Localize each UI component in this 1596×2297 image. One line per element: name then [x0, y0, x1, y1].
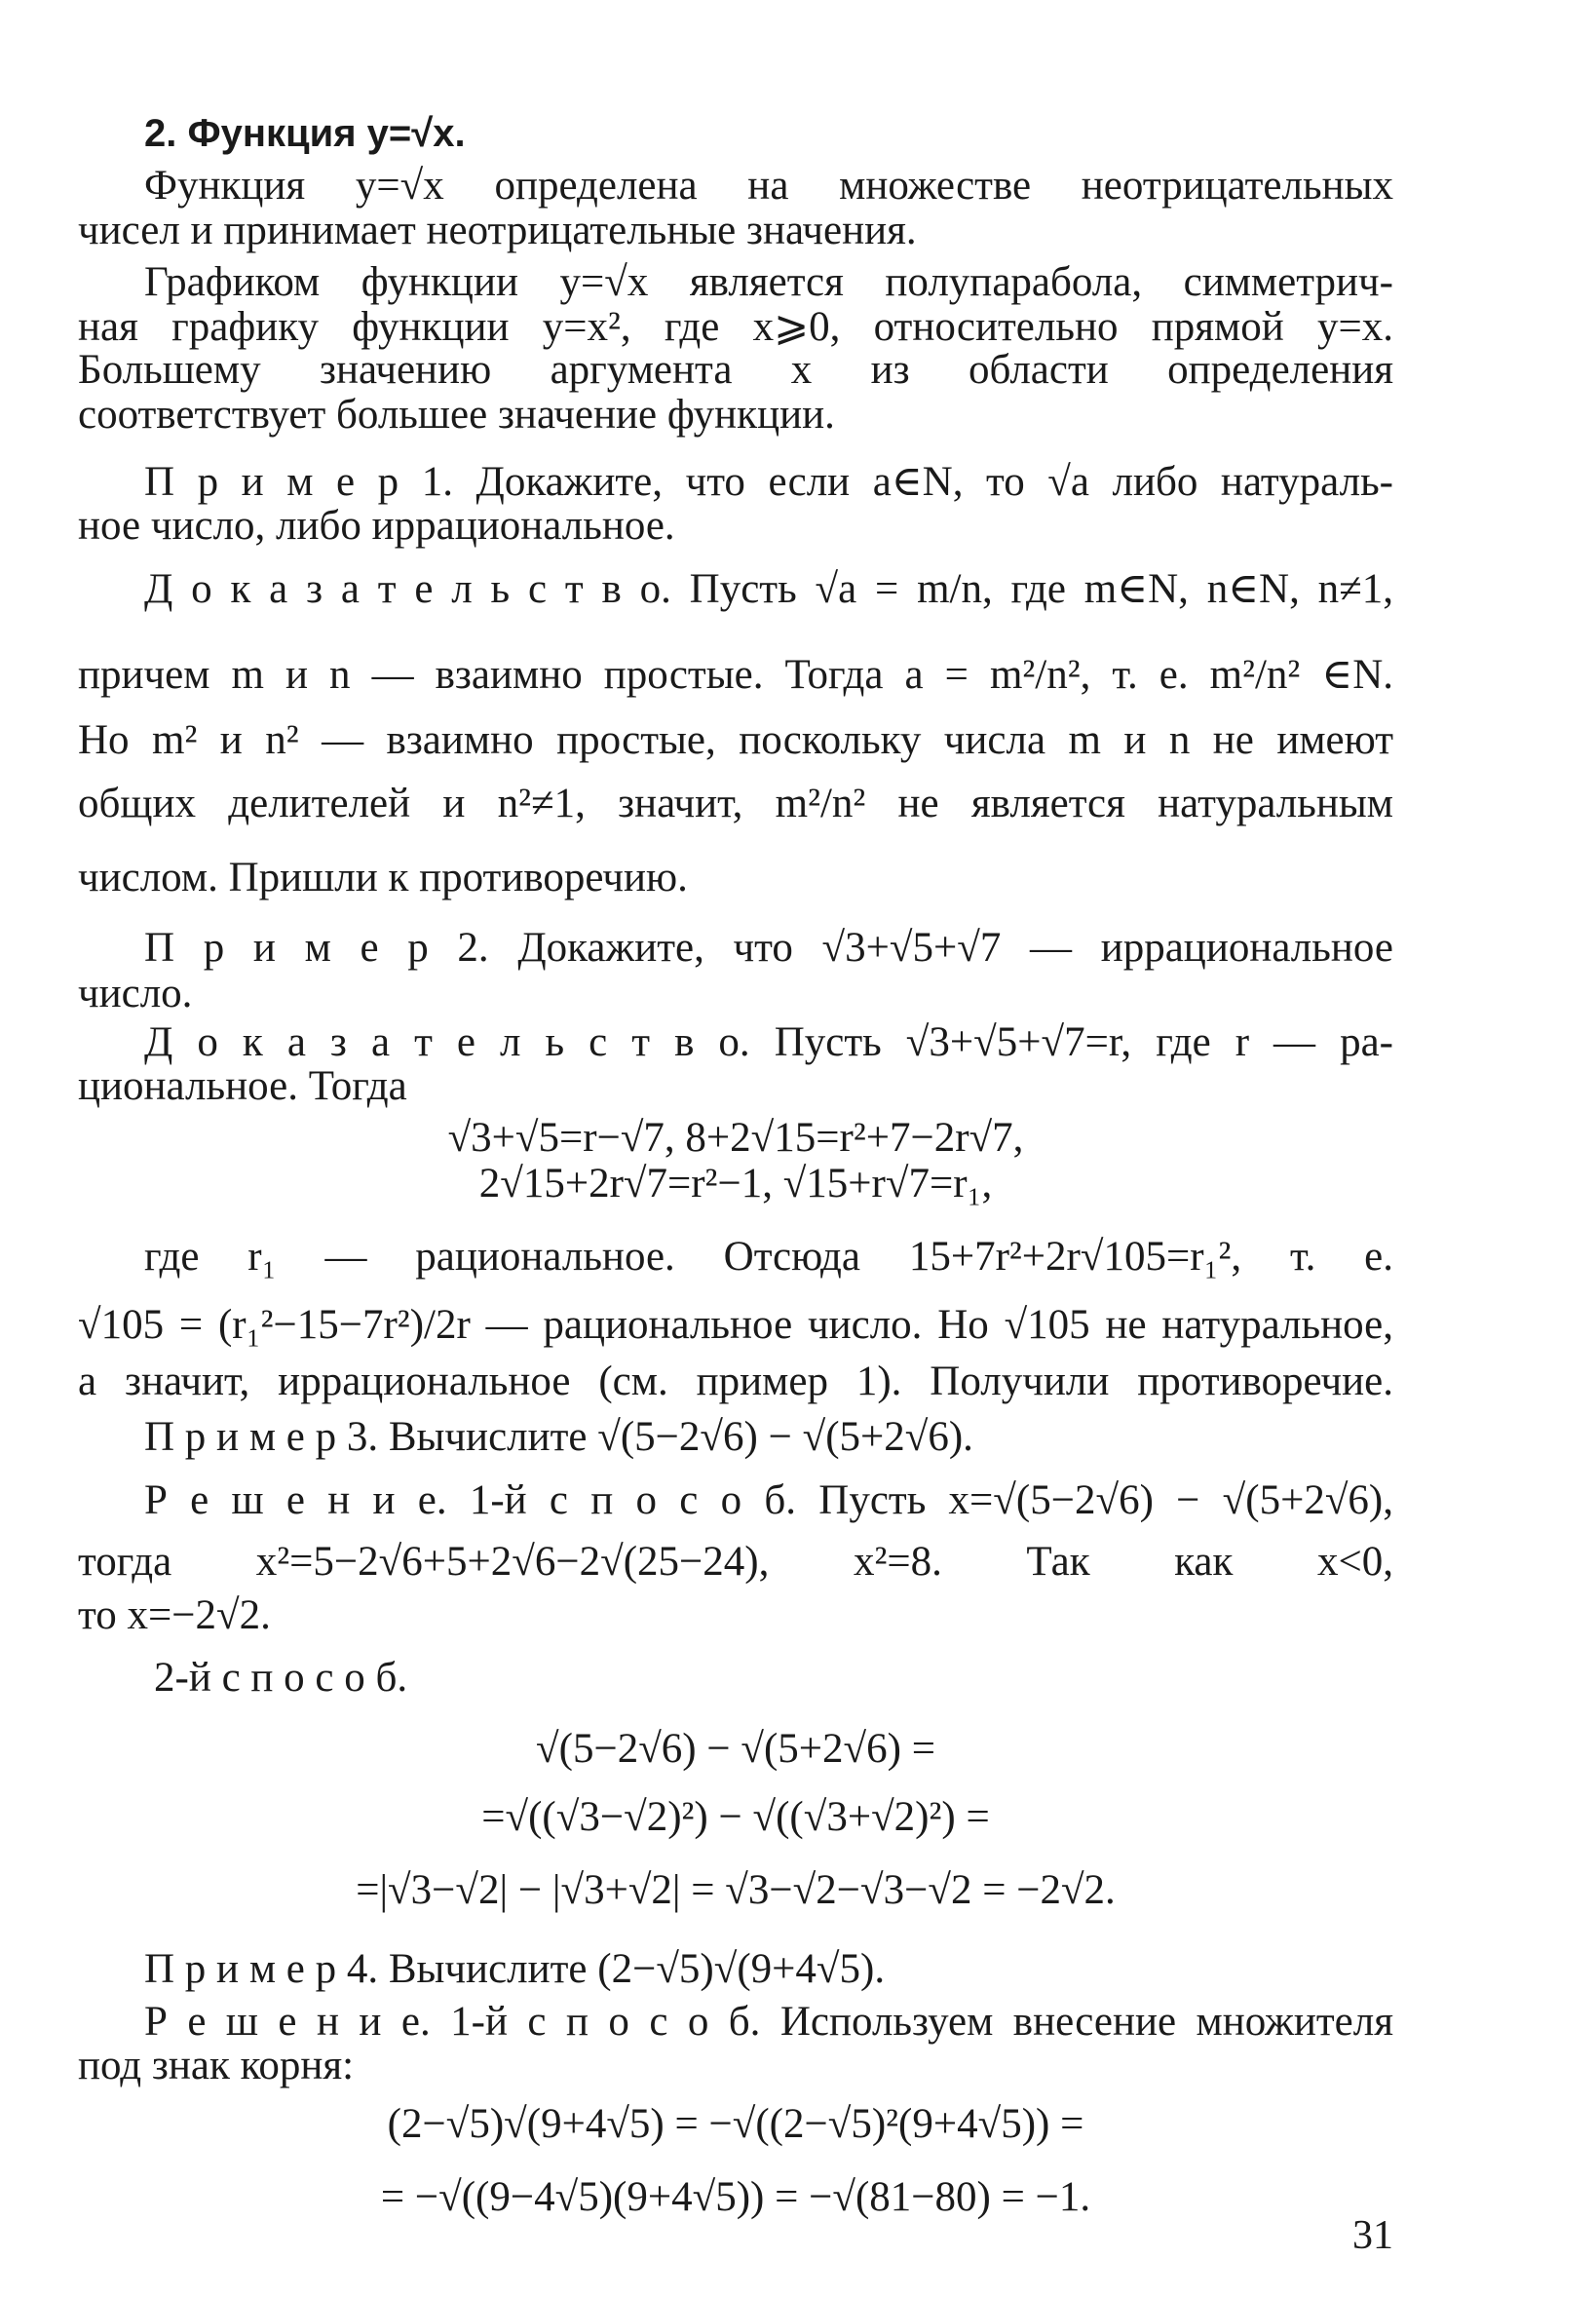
text-line: ное число, либо иррациональное.: [78, 503, 675, 549]
text-line: Функция y=√x определена на множестве неотрицательных: [144, 163, 1393, 209]
page-number: 31: [1352, 2213, 1393, 2258]
text-line: Р е ш е н и е. 1-й с п о с о б. Пусть x=√(5−2√6) − √(5+2√6),: [144, 1477, 1393, 1523]
text-line: тогда x²=5−2√6+5+2√6−2√(25−24), x²=8. Так как x<0,: [78, 1539, 1393, 1585]
text-line: причем m и n — взаимно простые. Тогда a = m²/n², т. е. m²/n² ∈N.: [78, 652, 1393, 698]
text-line: под знак корня:: [78, 2043, 355, 2088]
text-line: Д о к а з а т е л ь с т в о. Пусть √3+√5+√7=r, где r — ра-: [144, 1019, 1393, 1065]
text-line: П р и м е р 2. Докажите, что √3+√5+√7 — иррациональное: [144, 925, 1393, 971]
text-line: Но m² и n² — взаимно простые, поскольку числа m и n не имеют: [78, 717, 1393, 763]
text-line: ная графику функции y=x², где x⩾0, относительно прямой y=x.: [78, 304, 1393, 350]
formula-line: (2−√5)√(9+4√5) = −√((2−√5)²(9+4√5)) =: [387, 2101, 1084, 2147]
text-line: а значит, иррациональное (см. пример 1). Получили противоречие.: [78, 1359, 1393, 1404]
text-line: П р и м е р 4. Вычислите (2−√5)√(9+4√5).: [144, 1946, 886, 1992]
text-line: число.: [78, 971, 193, 1016]
text-line: Р е ш е н и е. 1-й с п о с о б. Используем внесение множителя: [144, 1999, 1393, 2045]
text-line: чисел и принимает неотрицательные значения.: [78, 208, 917, 253]
text-line: соответствует большее значение функции.: [78, 392, 835, 438]
text-line: П р и м е р 3. Вычислите √(5−2√6) − √(5+2√6).: [144, 1414, 973, 1460]
section-heading: 2. Функция y=√x.: [144, 112, 466, 155]
text-line: числом. Пришли к противоречию.: [78, 855, 688, 900]
text-line: Графиком функции y=√x является полупарабола, симметрич-: [144, 259, 1393, 305]
text-line: где r₁ — рациональное. Отсюда 15+7r²+2r√105=r₁², т. е.: [144, 1234, 1393, 1280]
formula-line: √3+√5=r−√7, 8+2√15=r²+7−2r√7,: [447, 1115, 1024, 1161]
text-line: П р и м е р 1. Докажите, что если a∈N, то √a либо натураль-: [144, 459, 1393, 505]
text-line: Большему значению аргумента x из области определения: [78, 347, 1393, 393]
formula-line: √(5−2√6) − √(5+2√6) =: [536, 1726, 935, 1772]
text-line: Д о к а з а т е л ь с т в о. Пусть √a = m/n, где m∈N, n∈N, n≠1,: [144, 566, 1393, 612]
formula-line: =|√3−√2| − |√3+√2| = √3−√2−√3−√2 = −2√2.: [356, 1867, 1116, 1913]
text-line: то x=−2√2.: [78, 1592, 271, 1638]
text-line: √105 = (r₁²−15−7r²)/2r — рациональное число. Но √105 не натуральное,: [78, 1302, 1393, 1348]
text-line: общих делителей и n²≠1, значит, m²/n² не является натуральным: [78, 781, 1393, 826]
formula-line: 2√15+2r√7=r²−1, √15+r√7=r₁,: [478, 1161, 993, 1206]
formula-line: =√((√3−√2)²) − √((√3+√2)²) =: [481, 1794, 990, 1840]
text-line: 2-й с п о с о б.: [154, 1655, 408, 1701]
text-line: циональное. Тогда: [78, 1063, 407, 1109]
formula-line: = −√((9−4√5)(9+4√5)) = −√(81−80) = −1.: [380, 2174, 1091, 2220]
